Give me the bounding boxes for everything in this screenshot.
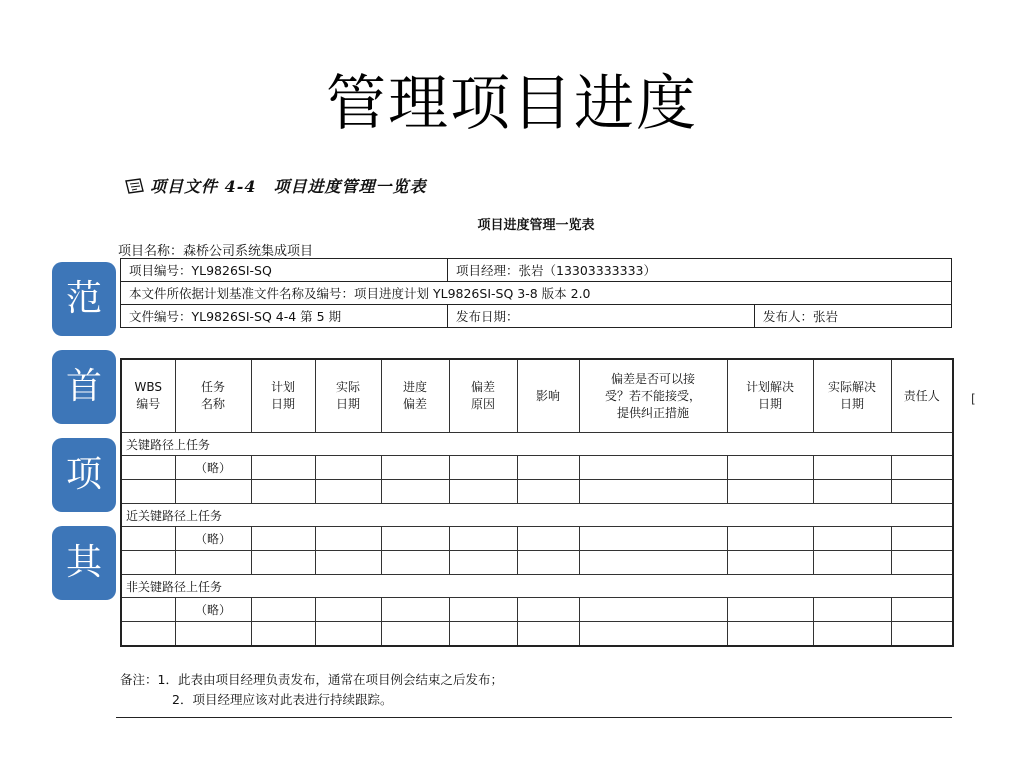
table-cell: [175, 480, 251, 504]
column-header: 偏差 原因: [449, 359, 517, 433]
column-header: WBS 编号: [121, 359, 175, 433]
table-cell: [121, 551, 175, 575]
table-cell: [517, 598, 579, 622]
progress-table: [120, 358, 954, 647]
table-row: [121, 527, 953, 551]
bottom-rule: [116, 717, 952, 718]
column-header: 进度 偏差: [381, 359, 449, 433]
table-cell: [517, 456, 579, 480]
table-cell: [891, 480, 953, 504]
table-cell: [381, 480, 449, 504]
side-tab-4[interactable]: 其: [52, 526, 116, 600]
table-cell: [727, 456, 813, 480]
document-heading: [124, 174, 426, 197]
project-code: 项目编号：YL9826SI-SQ: [121, 259, 448, 282]
project-manager: 项目经理：张岩（13303333333）: [448, 259, 952, 282]
section-label: 非关键路径上任务: [121, 575, 953, 598]
table-cell: [315, 456, 381, 480]
side-tab-2[interactable]: 首: [52, 350, 116, 424]
table-cell: [315, 622, 381, 647]
project-name: 项目名称：森桥公司系统集成项目: [118, 244, 314, 259]
section-row: [121, 504, 953, 527]
table-cell: [251, 527, 315, 551]
table-cell: [449, 527, 517, 551]
table-cell: [315, 551, 381, 575]
table-cell: [381, 551, 449, 575]
column-header: 计划解决 日期: [727, 359, 813, 433]
table-cell: [381, 527, 449, 551]
table-cell: [727, 598, 813, 622]
table-row: [121, 456, 953, 480]
table-row: [121, 598, 953, 622]
table-cell: [727, 480, 813, 504]
table-body: [121, 433, 953, 647]
side-tab-3[interactable]: 项: [52, 438, 116, 512]
section-row: [121, 433, 953, 456]
section-row: [121, 575, 953, 598]
table-cell: [449, 480, 517, 504]
info-table: [120, 258, 952, 328]
table-cell: [381, 598, 449, 622]
column-header: 任务 名称: [175, 359, 251, 433]
table-cell: [517, 527, 579, 551]
side-tab-1[interactable]: 范: [52, 262, 116, 336]
section-label: 近关键路径上任务: [121, 504, 953, 527]
table-cell: [891, 551, 953, 575]
section-label: 关键路径上任务: [121, 433, 953, 456]
table-cell: [449, 598, 517, 622]
column-header: 实际解决 日期: [813, 359, 891, 433]
table-cell: [517, 480, 579, 504]
document-scan: [116, 168, 976, 728]
table-cell: [251, 551, 315, 575]
table-cell: [813, 527, 891, 551]
table-cell: [381, 622, 449, 647]
table-cell: [579, 598, 727, 622]
table-cell: [727, 527, 813, 551]
table-cell: [449, 551, 517, 575]
file-code: 文件编号：YL9826SI-SQ 4-4 第 5 期: [121, 305, 448, 328]
document-heading-text: 项目文件 4-4 项目进度管理一览表: [150, 177, 427, 196]
table-cell: [251, 480, 315, 504]
column-header: 实际 日期: [315, 359, 381, 433]
table-caption: 项目进度管理一览表: [477, 218, 595, 233]
table-row: [121, 622, 953, 647]
table-cell: [251, 598, 315, 622]
column-header: 责任人: [891, 359, 953, 433]
publisher: 发布人：张岩: [755, 305, 952, 328]
release-date: 发布日期：: [448, 305, 755, 328]
table-cell: [121, 622, 175, 647]
table-cell: [121, 598, 175, 622]
table-cell: [891, 456, 953, 480]
table-cell: [579, 527, 727, 551]
table-row: [121, 480, 953, 504]
table-cell: [121, 456, 175, 480]
table-cell: [315, 598, 381, 622]
table-cell: [121, 527, 175, 551]
table-cell: [579, 622, 727, 647]
table-cell: [121, 480, 175, 504]
table-cell: （略）: [175, 527, 251, 551]
table-cell: [449, 622, 517, 647]
note-line-2: 2．项目经理应该对此表进行持续跟踪。: [172, 692, 393, 707]
table-cell: [251, 456, 315, 480]
document-pen-icon: [124, 178, 146, 194]
table-cell: [517, 622, 579, 647]
table-cell: [727, 622, 813, 647]
note-line-1: 备注：1．此表由项目经理负责发布，通常在项目例会结束之后发布；: [120, 672, 503, 687]
table-cell: [579, 480, 727, 504]
table-cell: [315, 480, 381, 504]
baseline-doc: 本文件所依据计划基准文件名称及编号：项目进度计划 YL9826SI-SQ 3-8 版本 2.0: [121, 282, 952, 305]
table-cell: [175, 551, 251, 575]
table-cell: [891, 598, 953, 622]
notes: [120, 670, 503, 710]
table-cell: [813, 551, 891, 575]
table-cell: [813, 480, 891, 504]
table-cell: [813, 598, 891, 622]
table-cell: （略）: [175, 456, 251, 480]
column-header: 影响: [517, 359, 579, 433]
table-header-row: [121, 359, 953, 433]
table-row: [121, 551, 953, 575]
table-cell: [727, 551, 813, 575]
table-cell: [579, 551, 727, 575]
table-cell: [251, 622, 315, 647]
table-cell: [891, 622, 953, 647]
table-cell: [449, 456, 517, 480]
table-cell: [175, 622, 251, 647]
table-cell: [891, 527, 953, 551]
slide-title: 管理项目进度: [326, 69, 698, 139]
table-cell: （略）: [175, 598, 251, 622]
table-cell: [381, 456, 449, 480]
column-header: 计划 日期: [251, 359, 315, 433]
table-cell: [517, 551, 579, 575]
table-cell: [315, 527, 381, 551]
column-header: 偏差是否可以接 受？若不能接受， 提供纠正措施: [579, 359, 727, 433]
table-cell: [579, 456, 727, 480]
table-cell: [813, 456, 891, 480]
table-cell: [813, 622, 891, 647]
right-mark: [: [971, 392, 976, 406]
